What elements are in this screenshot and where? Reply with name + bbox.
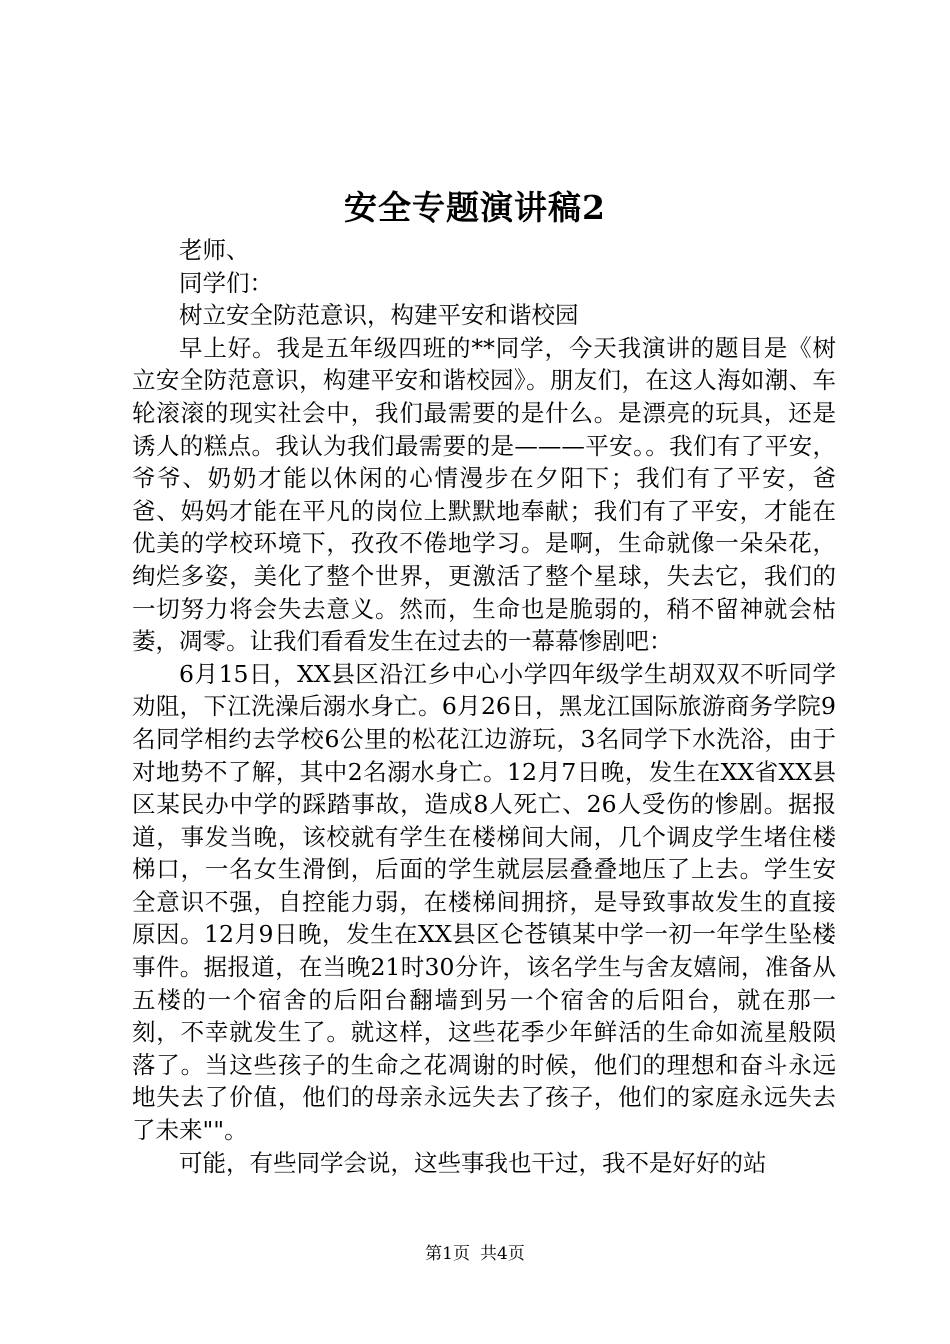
document-body xyxy=(132,234,836,1179)
page-number: 第1页 xyxy=(425,1244,470,1264)
paragraph-intro: 早上好。我是五年级四班的**同学，今天我演讲的题目是《树立安全防范意识，构建平安和谐校园》。朋友们，在这人海如潮、车轮滚滚的现实社会中，我们最需要的是什么。是漂亮的玩具，还是诱人的糕点。我认为我们最需要的是———平安。。我们有了平安，爷爷、奶奶才能以休闲的心情漫步在夕阳下；我们有了平安，爸爸、妈妈才能在平凡的岗位上默默地奉献；我们有了平安，才能在优美的学校环境下，孜孜不倦地学习。是啊，生命就像一朵朵花，绚烂多姿，美化了整个世界，更激活了整个星球，失去它，我们的一切努力将会失去意义。然而，生命也是脆弱的，稍不留神就会枯萎，凋零。让我们看看发生在过去的一幕幕惨剧吧： xyxy=(132,333,836,656)
page-footer xyxy=(0,1243,950,1265)
paragraph-incidents: 6月15日，XX县区沿江乡中心小学四年级学生胡双双不听同学劝阻，下江洗澡后溺水身亡。6月26日，黑龙江国际旅游商务学院9名同学相约去学校6公里的松花江边游玩，3名同学下水洗浴，由于对地势不了解，其中2名溺水身亡。12月7日晚，发生在XX省XX县区某民办中学的踩踏事故，造成8人死亡、26人受伤的惨剧。据报道，事发当晚，该校就有学生在楼梯间大闹，几个调皮学生堵住楼梯口，一名女生滑倒，后面的学生就层层叠叠地压了上去。学生安全意识不强，自控能力弱，在楼梯间拥挤，是导致事故发生的直接原因。12月9日晚，发生在XX县区仑苍镇某中学一初一年学生坠楼事件。据报道，在当晚21时30分许，该名学生与舍友嬉闹，准备从五楼的一个宿舍的后阳台翻墙到另一个宿舍的后阳台，就在那一刻，不幸就发生了。就这样，这些花季少年鲜活的生命如流星般陨落了。当这些孩子的生命之花凋谢的时候，他们的理想和奋斗永远地失去了价值，他们的母亲永远失去了孩子，他们的家庭永远失去了未来""。 xyxy=(132,659,836,1145)
page-total: 共4页 xyxy=(480,1244,525,1264)
document-title: 安全专题演讲稿2 xyxy=(344,188,606,227)
salutation-teachers: 老师、 xyxy=(179,236,250,264)
salutation-students: 同学们： xyxy=(179,268,273,297)
speech-subtitle: 树立安全防范意识，构建平安和谐校园 xyxy=(179,301,579,330)
paragraph-continuation: 可能，有些同学会说，这些事我也干过，我不是好好的站 xyxy=(179,1148,767,1177)
